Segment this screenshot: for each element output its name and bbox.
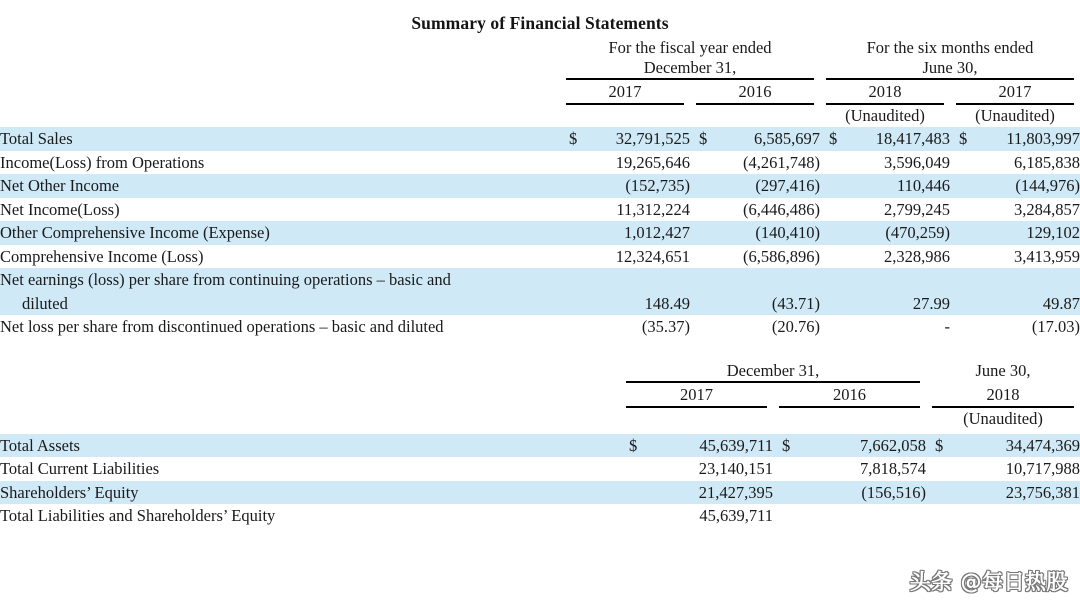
bs-year-header-dec-2017: 2017 xyxy=(680,384,713,404)
row-label: Net Income(Loss) xyxy=(0,198,560,222)
column-group-six-months xyxy=(820,38,1080,78)
table-row xyxy=(0,315,1080,339)
table-row xyxy=(0,434,1080,458)
table-row xyxy=(0,221,1080,245)
currency-symbol: $ xyxy=(829,129,838,148)
table-row xyxy=(0,245,1080,269)
year-header-spacer xyxy=(0,80,560,103)
row-label xyxy=(0,268,560,315)
column-group-fiscal-year-line1: For the fiscal year ended xyxy=(608,38,772,57)
section-gap xyxy=(0,339,1080,361)
currency-symbol: $ xyxy=(629,435,638,455)
row-value-fy-2016: (297,416) xyxy=(690,174,820,198)
row-value-sm-2017: 49.87 xyxy=(950,268,1080,315)
audit-note-row xyxy=(0,105,1080,127)
row-label: Total Liabilities and Shareholders’ Equity xyxy=(0,504,620,528)
bs-header-corner-cell xyxy=(0,361,620,381)
row-value-jun-2018: 10,717,988 xyxy=(926,457,1080,481)
row-value-dec-2017: 21,427,395 xyxy=(620,481,773,505)
row-value-sm-2018 xyxy=(820,127,950,151)
column-group-fiscal-year-line2: December 31, xyxy=(643,58,737,77)
row-value-fy-2017: 19,265,646 xyxy=(560,151,690,175)
bs-audit-note-spacer xyxy=(0,408,620,430)
income-statement-table xyxy=(0,34,1080,339)
row-value-fy-2016: (6,446,486) xyxy=(690,198,820,222)
value-text: 32,791,525 xyxy=(615,129,690,148)
row-value-dec-2016: 7,818,574 xyxy=(773,457,926,481)
row-value-dec-2017: 23,140,151 xyxy=(620,457,773,481)
row-value-dec-2017 xyxy=(620,434,773,458)
row-value-fy-2017: 1,012,427 xyxy=(560,221,690,245)
row-label: Shareholders’ Equity xyxy=(0,481,620,505)
row-label: Other Comprehensive Income (Expense) xyxy=(0,221,560,245)
row-value-sm-2018: 110,446 xyxy=(820,174,950,198)
currency-symbol: $ xyxy=(935,435,944,455)
balance-sheet-header xyxy=(0,361,1080,434)
income-statement-header xyxy=(0,34,1080,127)
bs-year-header-dec-2016: 2016 xyxy=(833,384,866,404)
bs-year-header-jun-2018: 2018 xyxy=(986,384,1020,404)
bs-column-group-june: June 30, xyxy=(975,360,1031,380)
row-value-fy-2017: 11,312,224 xyxy=(560,198,690,222)
audit-note-sm-2018: (Unaudited) xyxy=(845,106,925,125)
row-label: Net Other Income xyxy=(0,174,560,198)
table-row xyxy=(0,481,1080,505)
row-label: Total Sales xyxy=(0,127,560,151)
currency-symbol: $ xyxy=(959,129,968,148)
audit-note-fy-2017 xyxy=(560,105,690,127)
row-value-sm-2017: (144,976) xyxy=(950,174,1080,198)
row-value-sm-2017: 6,185,838 xyxy=(950,151,1080,175)
year-header-fy-2017: 2017 xyxy=(608,82,642,101)
audit-note-sm-2017: (Unaudited) xyxy=(975,106,1055,125)
value-text: 6,585,697 xyxy=(754,129,820,148)
row-label: Total Assets xyxy=(0,434,620,458)
currency-symbol: $ xyxy=(782,435,791,455)
year-header-sm-2018: 2018 xyxy=(868,82,902,101)
table-row xyxy=(0,174,1080,198)
table-row xyxy=(0,198,1080,222)
year-header-sm-2017: 2017 xyxy=(998,82,1032,101)
audit-note-fy-2016 xyxy=(690,105,820,127)
table-row xyxy=(0,504,1080,528)
row-value-dec-2016 xyxy=(773,504,926,528)
row-value-dec-2016: (156,516) xyxy=(773,481,926,505)
column-group-six-months-line1: For the six months ended xyxy=(866,38,1034,57)
row-value-jun-2018 xyxy=(926,434,1080,458)
bs-audit-note-jun-2018: (Unaudited) xyxy=(963,408,1043,428)
bs-year-header-row xyxy=(0,383,1080,406)
column-group-six-months-line2: June 30, xyxy=(922,58,978,77)
bs-audit-note-row xyxy=(0,408,1080,430)
balance-sheet-table xyxy=(0,361,1080,528)
year-header-row xyxy=(0,80,1080,103)
row-value-fy-2016: (43.71) xyxy=(690,268,820,315)
column-group-title-row xyxy=(0,38,1080,78)
row-value-sm-2017 xyxy=(950,127,1080,151)
page-title: Summary of Financial Statements xyxy=(411,13,669,33)
row-value-fy-2017: (35.37) xyxy=(560,315,690,339)
row-value-fy-2016 xyxy=(690,127,820,151)
row-value-dec-2016 xyxy=(773,434,926,458)
row-label: Net loss per share from discontinued operations – basic and diluted xyxy=(0,315,560,339)
row-label: Total Current Liabilities xyxy=(0,457,620,481)
row-value-sm-2018: 3,596,049 xyxy=(820,151,950,175)
row-value-jun-2018 xyxy=(926,504,1080,528)
row-value-fy-2016: (4,261,748) xyxy=(690,151,820,175)
value-text: 34,474,369 xyxy=(1005,435,1080,455)
currency-symbol: $ xyxy=(569,129,578,148)
bs-audit-note-dec-2017 xyxy=(620,408,773,430)
row-value-fy-2017 xyxy=(560,127,690,151)
row-value-sm-2018: 2,799,245 xyxy=(820,198,950,222)
value-text: 18,417,483 xyxy=(875,129,950,148)
row-value-fy-2016: (6,586,896) xyxy=(690,245,820,269)
row-value-fy-2016: (140,410) xyxy=(690,221,820,245)
row-value-sm-2017: 3,413,959 xyxy=(950,245,1080,269)
row-label: Comprehensive Income (Loss) xyxy=(0,245,560,269)
source-watermark: 头条 @每日热股 xyxy=(909,570,1068,594)
header-corner-cell xyxy=(0,38,560,78)
table-row xyxy=(0,268,1080,315)
bs-audit-note-dec-2016 xyxy=(773,408,926,430)
table-row xyxy=(0,127,1080,151)
table-row xyxy=(0,457,1080,481)
row-value-sm-2018: 27.99 xyxy=(820,268,950,315)
row-value-jun-2018: 23,756,381 xyxy=(926,481,1080,505)
row-value-sm-2017: (17.03) xyxy=(950,315,1080,339)
bs-column-group-title-row xyxy=(0,361,1080,381)
row-value-fy-2017: 12,324,651 xyxy=(560,245,690,269)
audit-note-spacer xyxy=(0,105,560,127)
year-header-fy-2016: 2016 xyxy=(738,82,772,101)
row-value-sm-2018: - xyxy=(820,315,950,339)
row-label: Income(Loss) from Operations xyxy=(0,151,560,175)
value-text: 45,639,711 xyxy=(699,435,773,455)
column-group-fiscal-year xyxy=(560,38,820,78)
row-value-sm-2018: 2,328,986 xyxy=(820,245,950,269)
bs-year-header-spacer xyxy=(0,383,620,406)
row-label-line1: Net earnings (loss) per share from continuing operations – basic and xyxy=(0,270,451,289)
row-label-line2: diluted xyxy=(22,293,68,313)
row-value-sm-2017: 3,284,857 xyxy=(950,198,1080,222)
bs-column-group-december: December 31, xyxy=(726,360,820,380)
value-text: 7,662,058 xyxy=(860,435,927,455)
row-value-fy-2017: 148.49 xyxy=(560,268,690,315)
row-value-sm-2017: 129,102 xyxy=(950,221,1080,245)
row-value-sm-2018: (470,259) xyxy=(820,221,950,245)
currency-symbol: $ xyxy=(699,129,708,148)
row-value-dec-2017: 45,639,711 xyxy=(620,504,773,528)
table-row xyxy=(0,151,1080,175)
row-value-fy-2016: (20.76) xyxy=(690,315,820,339)
income-statement-body xyxy=(0,127,1080,339)
value-text: 11,803,997 xyxy=(1006,129,1080,148)
row-value-fy-2017: (152,735) xyxy=(560,174,690,198)
balance-sheet-body xyxy=(0,434,1080,528)
